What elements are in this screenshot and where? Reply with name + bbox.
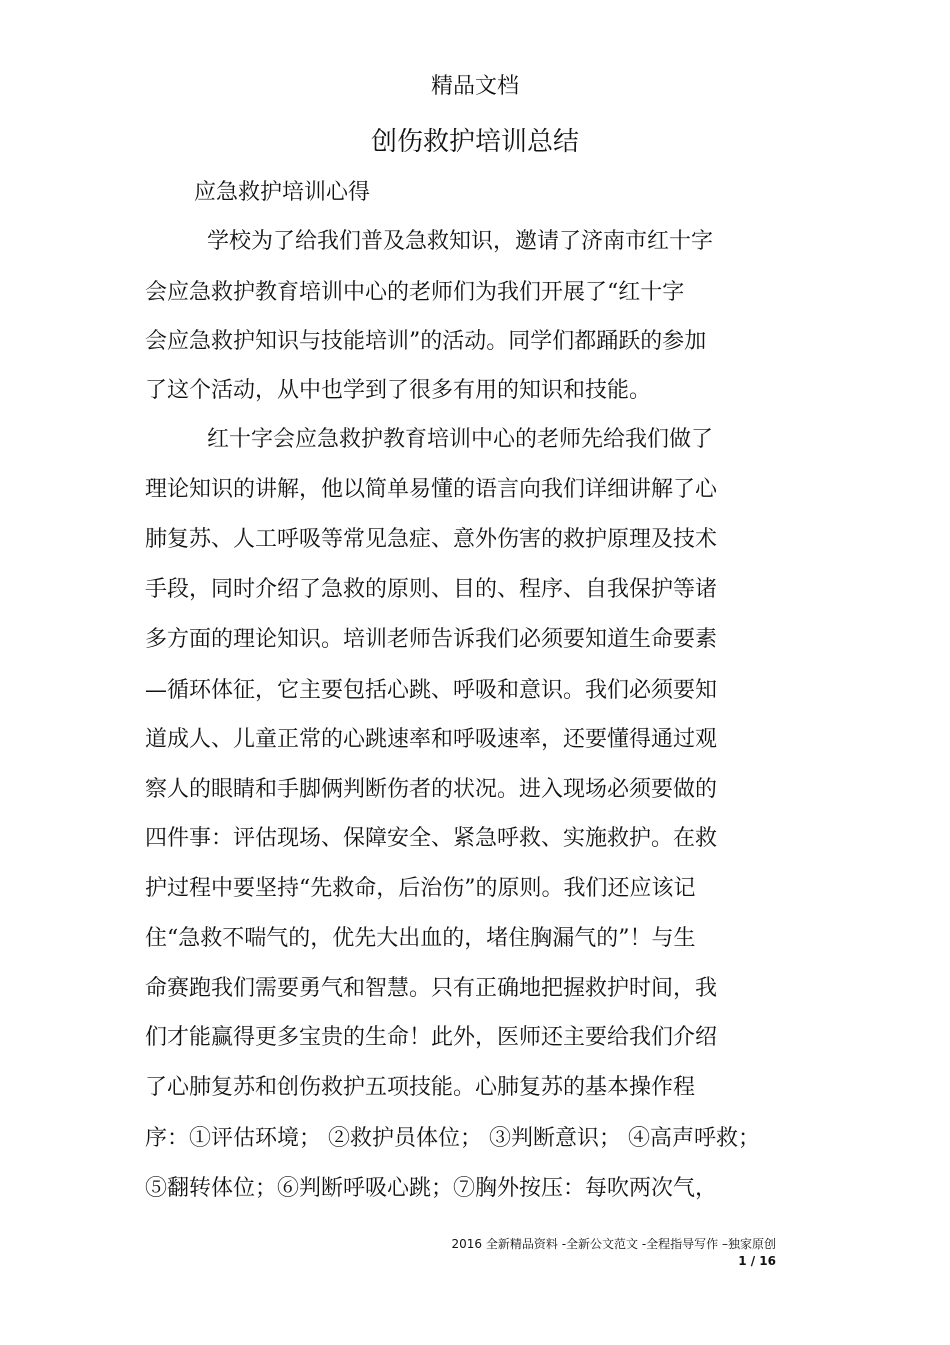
body-line: 红十字会应急救护教育培训中心的老师先给我们做了: [207, 427, 714, 452]
body-line: 察人的眼睛和手脚俩判断伤者的状况。进入现场必须要做的: [145, 777, 718, 802]
body-line: 了心肺复苏和创伤救护五项技能。心肺复苏的基本操作程: [145, 1075, 696, 1100]
document-title: 创伤救护培训总结: [370, 127, 579, 157]
page-number: 1 / 16: [738, 1254, 776, 1268]
body-line: 命赛跑我们需要勇气和智慧。只有正确地把握救护时间，我: [145, 976, 718, 1001]
page-header: 精品文档: [430, 74, 519, 99]
body-line: 学校为了给我们普及急救知识，邀请了济南市红十字: [207, 229, 714, 254]
body-line: 手段，同时介绍了急救的原则、目的、程序、自我保护等诸: [145, 577, 718, 602]
body-line: 道成人、儿童正常的心跳速率和呼吸速率，还要懂得通过观: [145, 727, 718, 752]
body-line: 会应急救护知识与技能培训”的活动。同学们都踊跃的参加: [145, 329, 707, 354]
body-line: —循环体征，它主要包括心跳、呼吸和意识。我们必须要知: [145, 678, 718, 703]
body-line: 护过程中要坚持“先救命，后治伤”的原则。我们还应该记: [145, 876, 696, 901]
body-line: 理论知识的讲解，他以简单易懂的语言向我们详细讲解了心: [145, 477, 718, 502]
body-line: 住“急救不喘气的，优先大出血的，堵住胸漏气的”！与生: [145, 926, 696, 951]
body-line: 四件事：评估现场、保障安全、紧急呼救、实施救护。在救: [145, 826, 718, 851]
body-line: 序：①评估环境； ②救护员体位； ③判断意识； ④高声呼救；: [145, 1126, 760, 1151]
body-line: 了这个活动，从中也学到了很多有用的知识和技能。: [145, 378, 652, 403]
body-line: 会应急救护教育培训中心的老师们为我们开展了“红十字: [145, 280, 685, 305]
body-line: ⑤翻转体位；⑥判断呼吸心跳；⑦胸外按压：每吹两次气，: [145, 1176, 718, 1201]
document-subtitle: 应急救护培训心得: [194, 180, 371, 205]
body-line: 多方面的理论知识。培训老师告诉我们必须要知道生命要素: [145, 627, 718, 652]
body-line: 们才能赢得更多宝贵的生命！此外，医师还主要给我们介绍: [145, 1025, 718, 1050]
body-line: 肺复苏、人工呼吸等常见急症、意外伤害的救护原理及技术: [145, 527, 718, 552]
footer-text: 2016 全新精品资料 -全新公文范文 -全程指导写作 –独家原创: [451, 1237, 776, 1251]
